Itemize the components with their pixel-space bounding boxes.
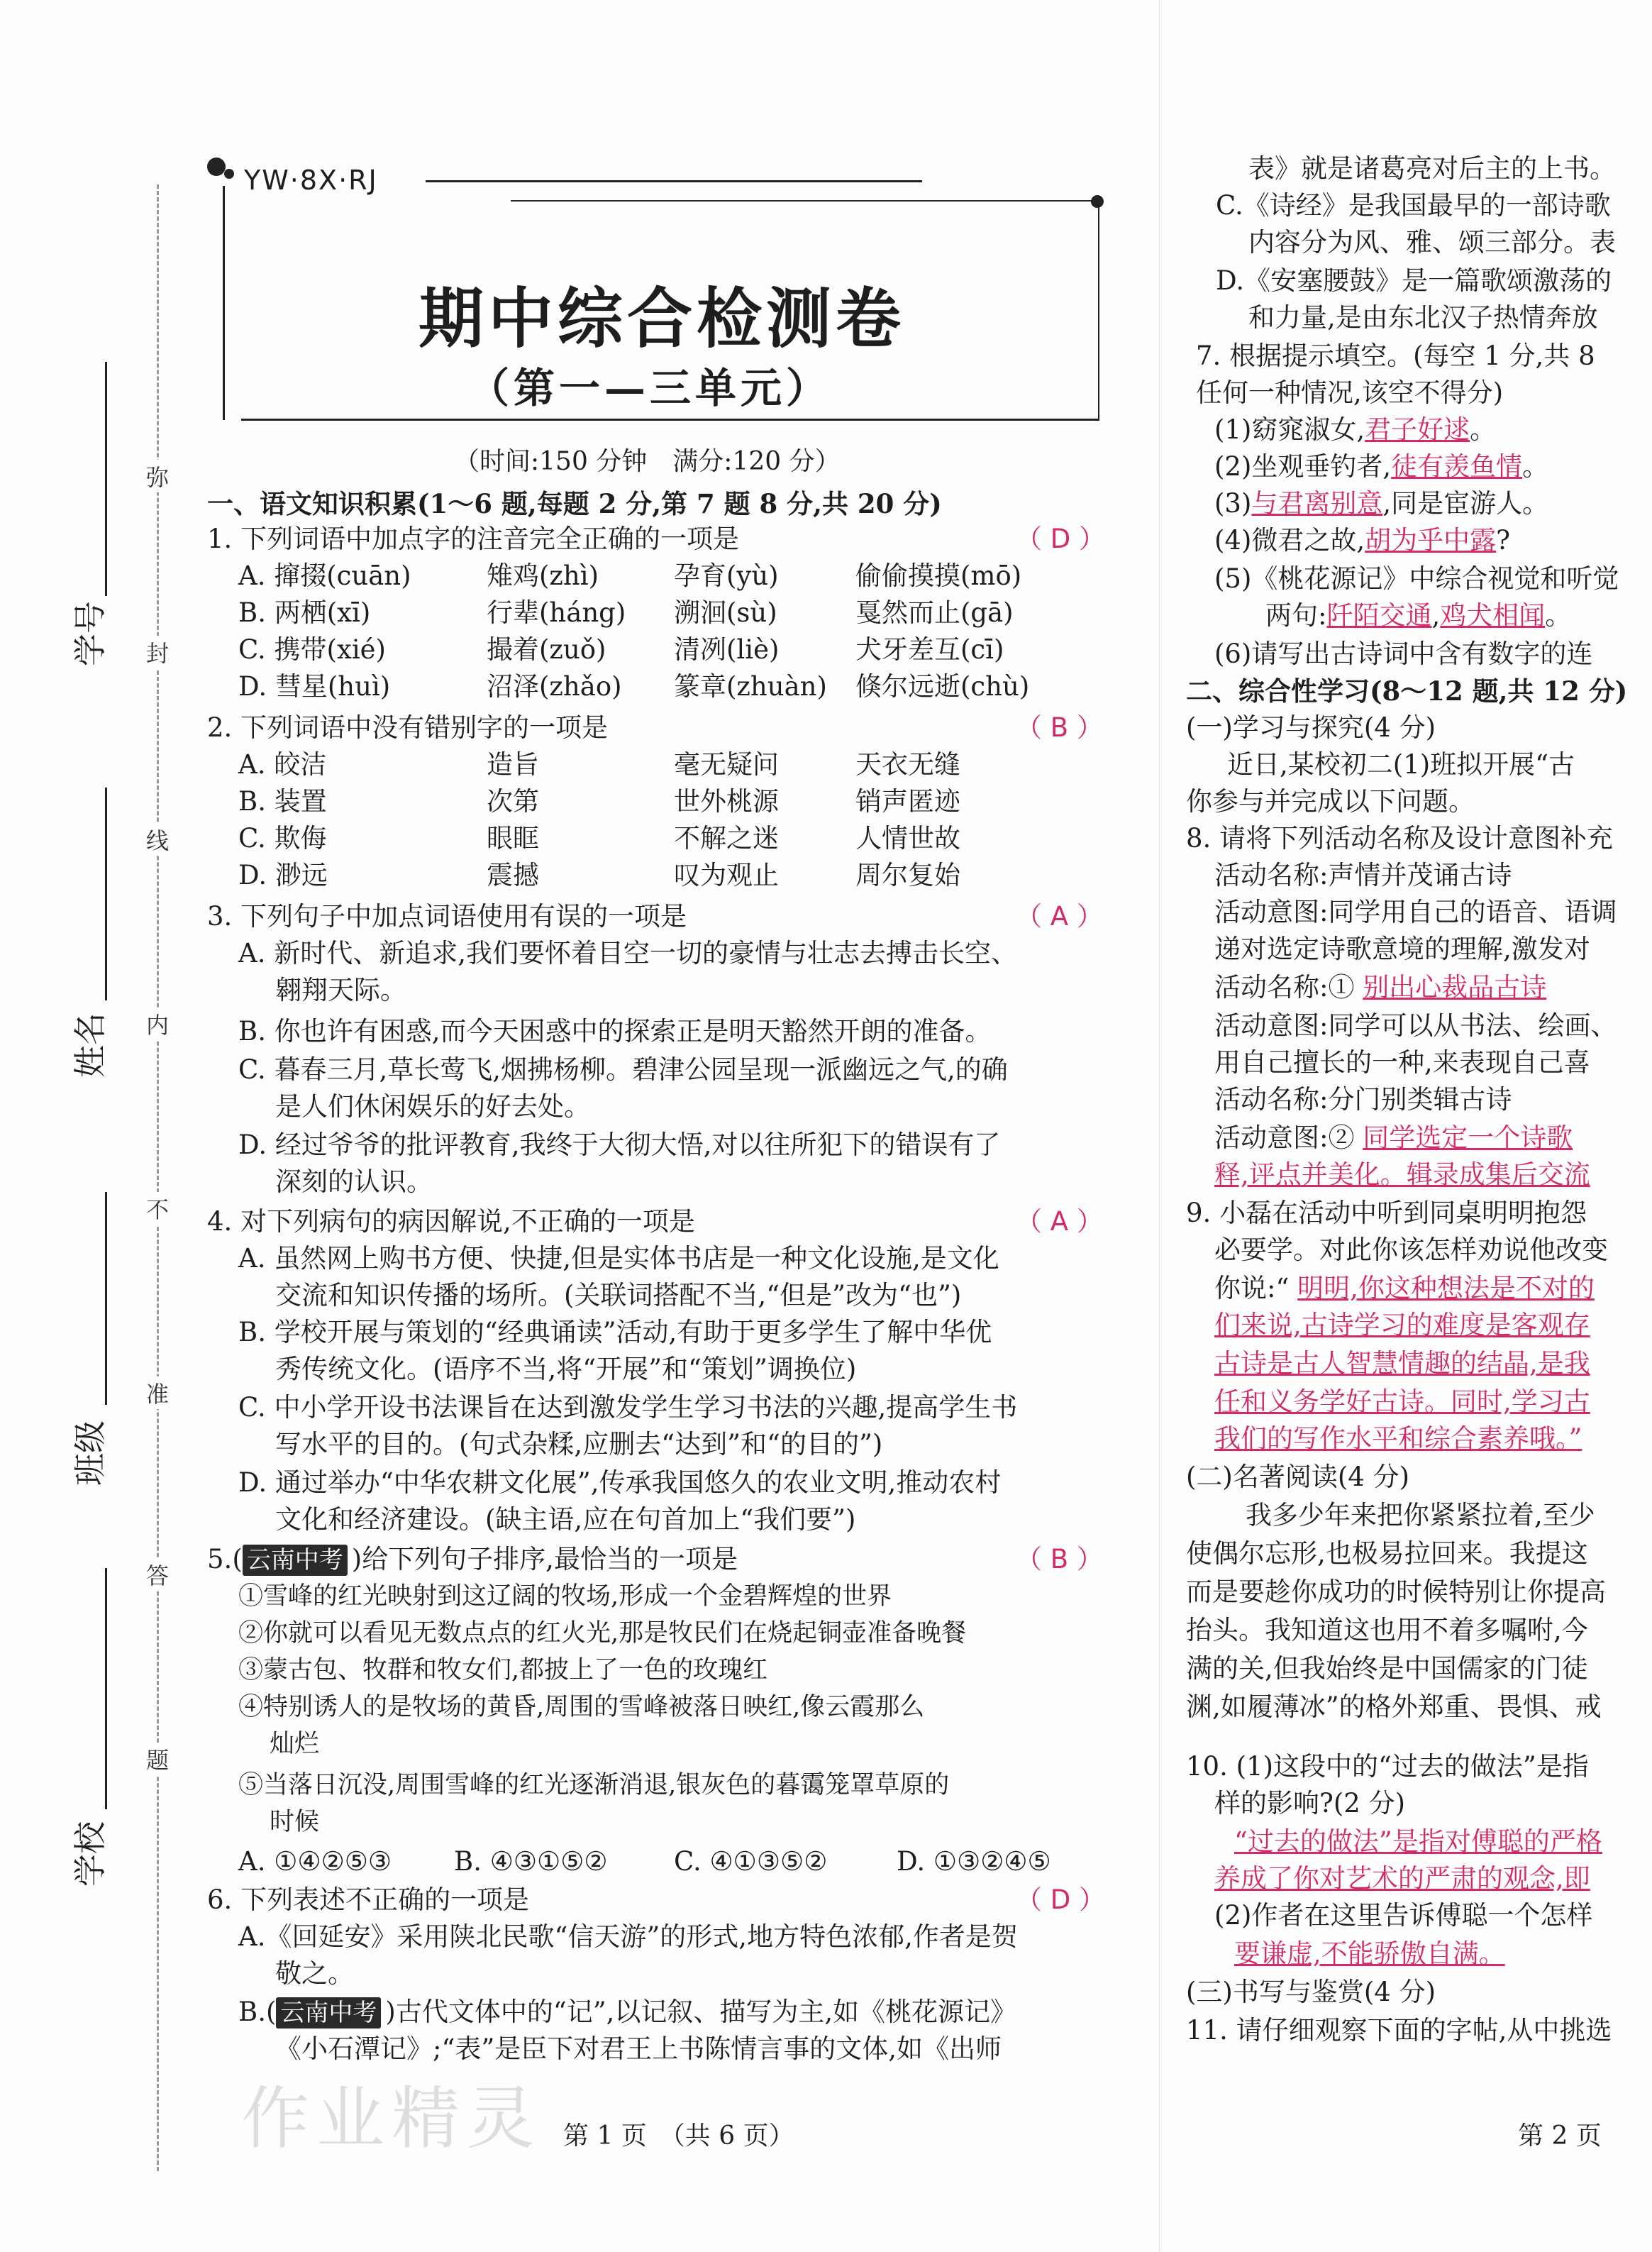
q4-line: 交流和知识传播的场所。(关联词搭配不当,“但是”改为“也”) bbox=[275, 1280, 962, 1310]
q10-answer[interactable]: “过去的做法”是指对傅聪的严格 bbox=[1234, 1826, 1602, 1857]
paper-code: YW·8X·RJ bbox=[244, 165, 378, 196]
q8-stem: 8. 请将下列活动名称及设计意图补充 bbox=[1186, 823, 1614, 854]
q3-line[interactable]: A. 新时代、新追求,我们要怀着目空一切的豪情与壮志去搏击长空、 bbox=[238, 938, 1018, 968]
q6-b-text: 古代文体中的“记”,以记叙、描写为主,如《桃花源记》 bbox=[395, 1997, 1017, 2027]
q10-answer[interactable]: 养成了你对艺术的严肃的观念,即 bbox=[1214, 1863, 1590, 1894]
q6-line[interactable]: A.《回延安》采用陕北民歌“信天游”的形式,地方特色浓郁,作者是贺 bbox=[238, 1921, 1018, 1952]
q7-answer: 君子好逑 bbox=[1365, 414, 1470, 445]
q5-sentence: ②你就可以看见无数点点的红火光,那是牧民们在烧起铜壶准备晚餐 bbox=[238, 1619, 967, 1647]
q3-line[interactable]: B. 你也许有困惑,而今天困惑中的探索正是明天豁然开朗的准备。 bbox=[238, 1016, 992, 1047]
class-label: 班级 bbox=[71, 1420, 109, 1486]
q8-line: 活动名称:分门别类辑古诗 bbox=[1214, 1084, 1512, 1115]
q8-line: 递对选定诗歌意境的理解,激发对 bbox=[1214, 934, 1590, 964]
r-line: 表》就是诸葛亮对后主的上书。 bbox=[1248, 153, 1616, 184]
q8-answer: 同学选定一个诗歌 bbox=[1363, 1122, 1573, 1153]
q2-stem: 2. 下列词语中没有错别字的一项是 bbox=[207, 712, 609, 743]
q4-line[interactable]: C. 中小学开设书法课旨在达到激发学生学习书法的兴趣,提高学生书 bbox=[238, 1392, 1018, 1423]
option-cell: 犬牙差互(cī) bbox=[855, 634, 1004, 665]
q10-stem-3: (2)作者在这里告诉傅聪一个怎样 bbox=[1214, 1900, 1593, 1931]
r-line[interactable]: C.《诗经》是我国最早的一部诗歌 bbox=[1216, 190, 1611, 221]
q9-prompt: 你说:“ bbox=[1214, 1273, 1290, 1303]
q8-intent-2[interactable] bbox=[1214, 1120, 1573, 1157]
q3-line[interactable]: C. 暮春三月,草长莺飞,烟拂杨柳。碧津公园呈现一派幽远之气,的确 bbox=[238, 1054, 1008, 1085]
option-cell: 造旨 bbox=[487, 749, 539, 780]
q9-answer: 明明,你这种想法是不对的 bbox=[1297, 1273, 1595, 1303]
q11-stem: 11. 请仔细观察下面的字帖,从中挑选 bbox=[1186, 2015, 1612, 2046]
q8-line: 用自己擅长的一种,来表现自己喜 bbox=[1214, 1047, 1590, 1078]
q8-answer: 别出心裁品古诗 bbox=[1363, 972, 1547, 1003]
q5-answer-value: B bbox=[1050, 1544, 1069, 1574]
q5-sentence: 时候 bbox=[270, 1808, 320, 1836]
q9-answer-row[interactable] bbox=[1214, 1270, 1595, 1307]
option-cell: 销声匿迹 bbox=[855, 786, 960, 817]
q7-prompt: 两句: bbox=[1265, 600, 1327, 631]
q3-answer-value: A bbox=[1050, 901, 1069, 932]
page-title: 期中综合检测卷 bbox=[418, 280, 906, 357]
q4-line[interactable]: D. 通过举办“中华农耕文化展”,传承我国悠久的农业文明,推动农村 bbox=[238, 1467, 1002, 1498]
q7-item-2[interactable] bbox=[1214, 448, 1548, 485]
option-cell: 震撼 bbox=[487, 860, 539, 890]
q5-option[interactable]: D. ①③②④⑤ bbox=[897, 1846, 1051, 1877]
option-cell: 篆章(zhuàn) bbox=[674, 671, 827, 702]
seal-char: 封 bbox=[146, 636, 169, 668]
watermark: 作业精灵 bbox=[241, 2079, 542, 2158]
q8-prompt: 活动意图:② bbox=[1214, 1122, 1355, 1153]
q4-answer[interactable]: （ A ） bbox=[1016, 1206, 1103, 1237]
q3-line[interactable]: D. 经过爷爷的批评教育,我终于大彻大悟,对以往所犯下的错误有了 bbox=[238, 1130, 1001, 1160]
q7-item-6: (6)请写出古诗词中含有数字的连 bbox=[1214, 639, 1593, 669]
q7-tail: ,同是宦游人。 bbox=[1382, 488, 1549, 519]
section-1-heading: 一、语文知识积累(1～6 题,每题 2 分,第 7 题 8 分,共 20 分) bbox=[207, 488, 942, 519]
q7-answer: 阡陌交通 bbox=[1326, 600, 1432, 631]
option-cell: 溯洄(sù) bbox=[674, 597, 777, 628]
seal-char: 题 bbox=[146, 1743, 169, 1775]
q7-tail: 。 bbox=[1545, 600, 1572, 631]
option-cell: 行辈(háng) bbox=[487, 597, 626, 628]
q6-line: 敬之。 bbox=[275, 1958, 354, 1989]
q5-answer[interactable]: （ B ） bbox=[1016, 1544, 1103, 1574]
passage-line: 我多少年来把你紧紧拉着,至少 bbox=[1246, 1500, 1595, 1530]
q3-line: 深刻的认识。 bbox=[275, 1166, 433, 1197]
option-cell[interactable]: D. 彗星(huì) bbox=[238, 671, 391, 702]
q7-tail: ? bbox=[1496, 525, 1511, 556]
student-id-line[interactable] bbox=[105, 362, 107, 596]
header-dot-right bbox=[1091, 195, 1104, 208]
q6-line: 《小石潭记》;“表”是臣下对君王上书陈情言事的文体,如《出师 bbox=[275, 2033, 1002, 2064]
header-top-rule bbox=[426, 180, 922, 182]
q5-option[interactable]: A. ①④②⑤③ bbox=[238, 1846, 392, 1877]
student-id-label: 学号 bbox=[71, 601, 109, 666]
option-cell: 不解之迷 bbox=[674, 823, 779, 854]
q2-answer-value: B bbox=[1050, 712, 1069, 743]
binding-margin bbox=[0, 0, 213, 2252]
q7-stem-2: 任何一种情况,该空不得分) bbox=[1196, 377, 1504, 408]
q7-item-3[interactable] bbox=[1214, 485, 1548, 522]
q9-answer: 任和义务学好古诗。同时,学习古 bbox=[1214, 1386, 1590, 1417]
q8-line: 活动意图:同学可以从书法、绘画、 bbox=[1214, 1010, 1617, 1041]
source-tag: 云南中考 bbox=[276, 1997, 381, 2029]
passage-line: 而是要趁你成功的时候特别让你提高 bbox=[1186, 1577, 1606, 1607]
option-cell[interactable]: A. 撺掇(cuān) bbox=[238, 561, 411, 591]
q7-item-4[interactable] bbox=[1214, 522, 1510, 559]
q4-line[interactable]: B. 学校开展与策划的“经典诵读”活动,有助于更多学生了解中华优 bbox=[238, 1317, 992, 1347]
q6-stem: 6. 下列表述不正确的一项是 bbox=[207, 1884, 530, 1915]
q5-sentence: ①雪峰的红光映射到这辽阔的牧场,形成一个金碧辉煌的世界 bbox=[238, 1582, 892, 1611]
page-subtitle: （第一—三单元） bbox=[468, 364, 832, 412]
option-cell: 雉鸡(zhì) bbox=[487, 561, 599, 591]
q6-option-b[interactable]: B.( 云南中考 )古代文体中的“记”,以记叙、描写为主,如《桃花源记》 bbox=[238, 1997, 1017, 2027]
q4-line: 写水平的目的。(句式杂糅,应删去“达到”和“的目的”) bbox=[275, 1429, 883, 1459]
seal-char: 不 bbox=[146, 1192, 169, 1225]
class-line[interactable] bbox=[105, 1192, 107, 1405]
intro-text: 近日,某校初二(1)班拟开展“古 bbox=[1227, 749, 1575, 780]
name-label: 姓名 bbox=[71, 1012, 109, 1078]
q8-name-1[interactable] bbox=[1214, 969, 1546, 1006]
q6-b-label: B. bbox=[238, 1997, 266, 2027]
option-cell: 毫无疑问 bbox=[674, 749, 779, 780]
option-cell: 清冽(liè) bbox=[674, 634, 780, 665]
q1-stem: 1. 下列词语中加点字的注音完全正确的一项是 bbox=[207, 524, 740, 554]
passage-line: 满的关,但我始终是中国儒家的门徒 bbox=[1186, 1653, 1588, 1684]
q6-answer[interactable]: （ D ） bbox=[1016, 1884, 1106, 1915]
q4-answer-value: A bbox=[1050, 1206, 1069, 1237]
q7-answer: 与君离别意 bbox=[1251, 488, 1383, 519]
q7-prompt: (2)坐观垂钓者, bbox=[1214, 451, 1392, 482]
option-cell[interactable]: B. 装置 bbox=[238, 786, 327, 817]
q6-answer-value: D bbox=[1050, 1884, 1071, 1915]
q5-option[interactable]: B. ④③①⑤② bbox=[454, 1846, 608, 1877]
option-cell: 次第 bbox=[487, 786, 539, 817]
sub-heading-1: (一)学习与探究(4 分) bbox=[1186, 712, 1436, 743]
option-cell: 沼泽(zhǎo) bbox=[487, 671, 622, 702]
q8-line: 活动名称:声情并茂诵古诗 bbox=[1214, 860, 1512, 890]
q5-number: 5. bbox=[207, 1544, 233, 1574]
passage-line: 渊,如履薄冰”的格外郑重、畏惧、戒 bbox=[1186, 1691, 1602, 1722]
q9-answer: 我们的写作水平和综合素养哦。” bbox=[1214, 1423, 1582, 1454]
r-line: 内容分为风、雅、颂三部分。表 bbox=[1248, 227, 1616, 258]
sub-heading-2: (二)名著阅读(4 分) bbox=[1186, 1462, 1410, 1492]
intro-text: 你参与并完成以下问题。 bbox=[1186, 786, 1475, 817]
q7-answer: 胡为乎中露 bbox=[1365, 525, 1497, 556]
q7-comma: , bbox=[1431, 600, 1441, 631]
q1-answer[interactable]: （ D ） bbox=[1016, 524, 1106, 554]
option-cell[interactable]: C. 欺侮 bbox=[238, 823, 327, 854]
page-footer-left: 第 1 页 （共 6 页） bbox=[563, 2121, 794, 2151]
option-cell[interactable]: A. 皎洁 bbox=[238, 749, 327, 780]
q7-tail: 。 bbox=[1522, 451, 1549, 482]
q1-answer-value: D bbox=[1050, 524, 1071, 554]
q9-stem: 9. 小磊在活动中听到同桌明明抱怨 bbox=[1186, 1198, 1587, 1228]
option-cell: 孕育(yù) bbox=[674, 561, 779, 591]
q7-stem: 7. 根据提示填空。(每空 1 分,共 8 bbox=[1196, 341, 1595, 371]
q5-stem: 给下列句子排序,最恰当的一项是 bbox=[362, 1544, 738, 1574]
q3-answer[interactable]: （ A ） bbox=[1016, 901, 1103, 932]
column-divider bbox=[1159, 0, 1160, 2252]
q7-item-5-answer[interactable] bbox=[1265, 597, 1571, 634]
q4-line[interactable]: A. 虽然网上购书方便、快捷,但是实体书店是一种文化设施,是文化 bbox=[238, 1243, 999, 1274]
q7-item-1[interactable] bbox=[1214, 412, 1496, 448]
q7-item-5: (5)《桃花源记》中综合视觉和听觉 bbox=[1214, 563, 1619, 594]
option-cell: 天衣无缝 bbox=[855, 749, 960, 780]
seal-char: 准 bbox=[146, 1376, 169, 1409]
q5-sentence: ④特别诱人的是牧场的黄昏,周围的雪峰被落日映红,像云霞那么 bbox=[238, 1693, 925, 1721]
q8-prompt: 活动名称:① bbox=[1214, 972, 1355, 1003]
option-cell[interactable]: B. 两栖(xī) bbox=[238, 597, 371, 628]
q7-tail: 。 bbox=[1470, 414, 1497, 445]
passage-line: 使偶尔忘形,也极易拉回来。我提这 bbox=[1186, 1538, 1588, 1569]
option-cell: 眼眶 bbox=[487, 823, 539, 854]
school-label: 学校 bbox=[71, 1821, 109, 1887]
seal-char: 答 bbox=[146, 1558, 169, 1591]
q5-sentence: ③蒙古包、牧群和牧女们,都披上了一色的玫瑰红 bbox=[238, 1656, 768, 1684]
header-box-top bbox=[511, 200, 1099, 202]
header-box-left bbox=[223, 186, 225, 420]
q7-prompt: (4)微君之故, bbox=[1214, 525, 1365, 556]
r-line[interactable]: D.《安塞腰鼓》是一篇歌颂激荡的 bbox=[1216, 265, 1612, 296]
seal-char: 线 bbox=[146, 823, 169, 856]
q10-answer[interactable]: 要谦虚,不能骄傲自满。 bbox=[1234, 1938, 1505, 1969]
option-cell: 叹为观止 bbox=[674, 860, 779, 890]
page-footer-right: 第 2 页 bbox=[1518, 2121, 1602, 2151]
option-cell: 倏尔远逝(chù) bbox=[855, 671, 1030, 702]
q9-stem-2: 必要学。对此你该怎样劝说他改变 bbox=[1214, 1235, 1608, 1265]
q3-stem: 3. 下列句子中加点词语使用有误的一项是 bbox=[207, 901, 687, 932]
option-cell: 世外桃源 bbox=[674, 786, 779, 817]
school-line[interactable] bbox=[105, 1568, 107, 1809]
name-line[interactable] bbox=[105, 788, 107, 1000]
exam-meta: （时间:150 分钟 满分:120 分） bbox=[454, 447, 841, 476]
dot bbox=[207, 158, 226, 176]
q5-option[interactable]: C. ④①③⑤② bbox=[674, 1846, 828, 1877]
q5-sentence: ⑤当落日沉没,周围雪峰的红光逐渐消退,银灰色的暮霭笼罩草原的 bbox=[238, 1771, 950, 1799]
sub-heading-3: (三)书写与鉴赏(4 分) bbox=[1186, 1977, 1436, 2007]
q8-answer-cont: 释,评点并美化。辑录成集后交流 bbox=[1214, 1159, 1590, 1190]
option-cell: 戛然而止(gā) bbox=[855, 597, 1014, 628]
header-box-right bbox=[1098, 200, 1099, 420]
r-line: 和力量,是由东北汉子热情奔放 bbox=[1248, 302, 1598, 333]
q7-prompt: (3) bbox=[1214, 488, 1252, 519]
q9-answer: 们来说,古诗学习的难度是客观存 bbox=[1214, 1310, 1590, 1340]
q4-line: 文化和经济建设。(缺主语,应在句首加上“我们要”) bbox=[275, 1504, 856, 1535]
q4-line: 秀传统文化。(语序不当,将“开展”和“策划”调换位) bbox=[275, 1354, 857, 1384]
q10-stem: 10. (1)这段中的“过去的做法”是指 bbox=[1186, 1751, 1589, 1782]
option-cell[interactable]: C. 携带(xié) bbox=[238, 634, 386, 665]
q5-stem-row: 5.( 云南中考 )给下列句子排序,最恰当的一项是 bbox=[207, 1544, 738, 1574]
option-cell[interactable]: D. 渺远 bbox=[238, 860, 328, 890]
header-box-bottom bbox=[241, 419, 1099, 421]
q7-answer: 鸡犬相闻 bbox=[1440, 600, 1546, 631]
q5-sentence: 灿烂 bbox=[270, 1730, 320, 1758]
dot bbox=[224, 169, 234, 179]
q10-stem-2: 样的影响?(2 分) bbox=[1214, 1788, 1406, 1818]
option-cell: 撮着(zuǒ) bbox=[487, 634, 606, 665]
seal-char: 内 bbox=[146, 1008, 169, 1040]
q9-answer: 古诗是古人智慧情趣的结晶,是我 bbox=[1214, 1348, 1590, 1379]
section-2-heading: 二、综合性学习(8～12 题,共 12 分) bbox=[1186, 675, 1628, 707]
passage-line: 抬头。我知道这也用不着多嘱咐,今 bbox=[1186, 1615, 1588, 1645]
source-tag: 云南中考 bbox=[243, 1545, 348, 1576]
q8-line: 活动意图:同学用自己的语音、语调 bbox=[1214, 897, 1617, 927]
q4-stem: 4. 对下列病句的病因解说,不正确的一项是 bbox=[207, 1206, 695, 1237]
option-cell: 人情世故 bbox=[855, 823, 960, 854]
option-cell: 偷偷摸摸(mō) bbox=[855, 561, 1022, 591]
seal-char: 弥 bbox=[146, 460, 169, 492]
q7-answer: 徒有羡鱼情 bbox=[1391, 451, 1523, 482]
q2-answer[interactable]: （ B ） bbox=[1016, 712, 1103, 743]
option-cell: 周尔复始 bbox=[855, 860, 960, 890]
q3-line: 是人们休闲娱乐的好去处。 bbox=[275, 1091, 590, 1122]
q3-line: 翱翔天际。 bbox=[275, 975, 406, 1005]
q7-prompt: (1)窈窕淑女, bbox=[1214, 414, 1365, 445]
